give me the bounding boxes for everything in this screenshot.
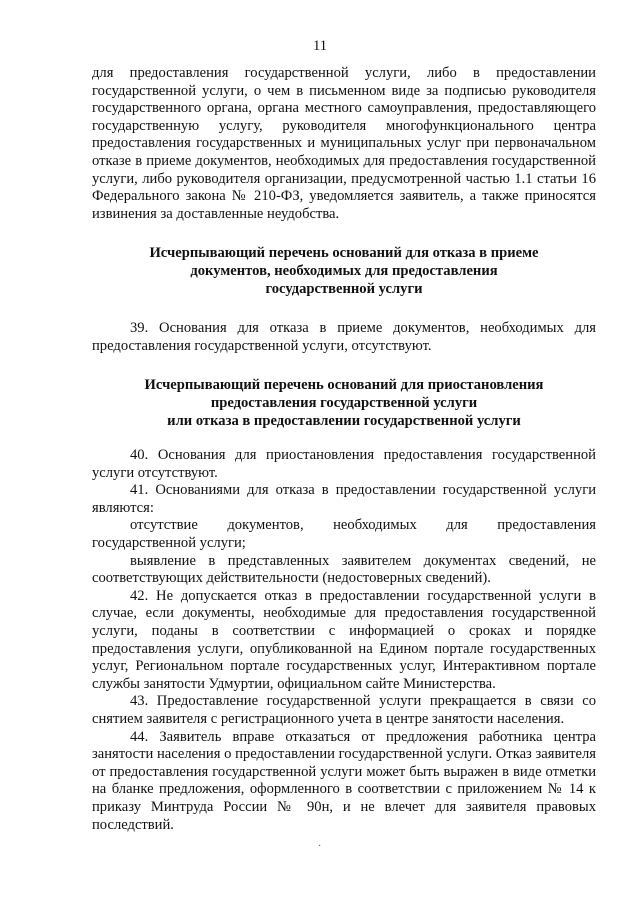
paragraph-41: 41. Основаниями для отказа в предоставлении государственной услуги являются: (92, 482, 596, 516)
paragraph-43: 43. Предоставление государственной услуги прекращается в связи со снятием заявителя с регистрационного учета в центре занятости населения. (92, 693, 596, 727)
heading-line: документов, необходимых для предоставления (190, 262, 498, 279)
page-number: 11 (312, 38, 328, 54)
section-heading-refusal-acceptance (92, 245, 596, 298)
page-content (92, 65, 596, 834)
heading-line: государственной услуги (265, 280, 423, 297)
paragraph-continuation: для предоставления государственной услуги, либо в предоставлении государственной услуги, о чем в письменном виде за подписью руководителя государственного органа, органа местного самоуправления, предоставляющего государственную услугу, руководителя многофункционального центра предоставления государственных и муниципальных услуг при первоначальном отказе в приеме документов, необходимых для предоставления государственной услуги, либо руководителя организации, предусмотренной частью 1.1 статьи 16 Федерального закона № 210-ФЗ, уведомляется заявитель, а также приносятся извинения за доставленные неудобства. (92, 65, 596, 222)
paragraph-44: 44. Заявитель вправе отказаться от предложения работника центра занятости населения о предоставлении государственной услуги. Отказ заявителя от предоставления государственной услуги может быть выражен в виде отметки на бланке предложения, оформленного в соответствии с приложением № 14 к приказу Минтруда России № 90н, и не влечет для заявителя правовых последствий. (92, 728, 596, 833)
paragraph-41-item-1: отсутствие документов, необходимых для предоставления государственной услуги; (92, 517, 596, 552)
heading-line: Исчерпывающий перечень оснований для приостановления (144, 377, 544, 394)
paragraph-40: 40. Основания для приостановления предоставления государственной услуги отсутствуют. (92, 447, 596, 481)
scan-speck: · (318, 841, 322, 852)
section-heading-suspension-refusal (92, 377, 596, 430)
heading-line: Исчерпывающий перечень оснований для отказа в приеме (149, 245, 539, 262)
heading-line: предоставления государственной услуги (210, 394, 478, 411)
paragraph-41-item-2: выявление в представленных заявителем документах сведений, не соответствующих действительности (недостоверных сведений). (92, 552, 596, 587)
paragraph-39: 39. Основания для отказа в приеме документов, необходимых для предоставления государственной услуги, отсутствуют. (92, 320, 596, 354)
paragraph-42: 42. Не допускается отказ в предоставлении государственной услуги в случае, если документы, необходимые для предоставления государственной услуги, поданы в соответствии с информацией о сроках и порядке предоставления услуги, опубликованной на Едином портале государственных услуг, Региональном портале государственных услуг, Интерактивном портале службы занятости Удмуртии, официальном сайте Министерства. (92, 587, 596, 692)
heading-line: или отказа в предоставлении государственной услуги (167, 412, 521, 429)
